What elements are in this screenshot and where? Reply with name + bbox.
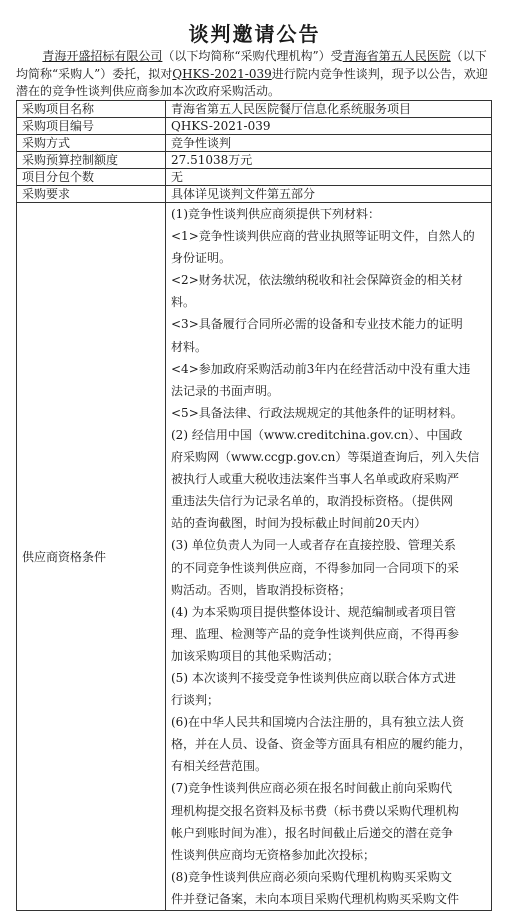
intro-paragraph (16, 48, 494, 101)
qualification-row (17, 203, 492, 911)
qualification-line: 身份证明。 (171, 251, 232, 266)
qualification-line: (6)在中华人民共和国境内合法注册的，具有独立法人资 (171, 715, 465, 730)
intro-text-2: （以下均简称“采购人”）委托，拟对 (16, 49, 487, 81)
qualification-line: 料。 (171, 295, 196, 310)
qualification-content (166, 203, 492, 911)
purchaser-name: 青海省第五人民医院 (342, 49, 451, 63)
qualification-line: (2) 经信用中国（www.creditchina.gov.cn）、中国政 (171, 427, 463, 442)
qualification-line: 理机构提交报名资料及标书费（标书费以采购代理机构 (171, 803, 460, 818)
qualification-line: 性谈判供应商均无资格参加此次投标； (171, 847, 376, 862)
table-row (17, 152, 492, 169)
project-code: QHKS-2021-039 (172, 66, 272, 81)
qualification-line: 格，并在人员、设备、资金等方面具有相应的履约能力， (171, 737, 472, 752)
qualification-line: 购活动。否则，皆取消投标资格； (171, 582, 352, 597)
row-label: 采购要求 (17, 186, 166, 203)
qualification-line: <5>具备法律、行政法规规定的其他条件的证明材料。 (171, 405, 463, 420)
qualification-line: 有相关经营范围。 (171, 759, 268, 774)
row-label: 项目分包个数 (17, 169, 166, 186)
intro-text-3: 进行院内竞争性谈判，现予以公告，欢迎潜在的竞争性谈判供应商参加本次政府采购活动。 (16, 66, 488, 98)
procurement-info-table (16, 100, 492, 911)
qualification-line: 府采购网（www.ccgp.gov.cn）等渠道查询后，列入失信 (171, 450, 480, 465)
table-row (17, 135, 492, 152)
qualification-line: 加该采购项目的其他采购活动； (171, 648, 340, 663)
row-value: 具体详见谈判文件第五部分 (166, 186, 492, 203)
table-row (17, 118, 492, 135)
qualification-line: (8)竞争性谈判供应商必须向采购代理机构购买采购文 (171, 869, 453, 884)
qualification-label: 供应商资格条件 (17, 203, 166, 911)
qualification-line: <4>参加政府采购活动前3年内在经营活动中没有重大违 (171, 361, 471, 376)
row-value: 青海省第五人民医院餐厅信息化系统服务项目 (166, 101, 492, 118)
qualification-line: <1>竞争性谈判供应商的营业执照等证明文件，自然人的 (171, 229, 475, 244)
qualification-line: (7)竞争性谈判供应商必须在报名时间截止前向采购代 (171, 781, 453, 796)
table-row (17, 186, 492, 203)
table-row (17, 101, 492, 118)
qualification-line: 的不同竞争性谈判供应商，不得参加同一合同项下的采 (171, 560, 460, 575)
row-value: 竞争性谈判 (166, 135, 492, 152)
qualification-line: 帐户到账时间为准），报名时间截止后递交的潜在竞争 (171, 825, 454, 840)
qualification-line: 站的查询截图，时间为投标截止时间前20天内） (171, 516, 427, 531)
row-label: 采购项目名称 (17, 101, 166, 118)
qualification-line: (1)竞争性谈判供应商须提供下列材料： (171, 207, 380, 221)
qualification-line: (4) 为本采购项目提供整体设计、规范编制或者项目管 (171, 604, 456, 619)
qualification-line: 重违法失信行为记录名单的，取消投标资格。（提供网 (171, 494, 454, 509)
agency-name: 青海开盛招标有限公司 (42, 49, 163, 63)
qualification-line: 材料。 (171, 339, 208, 354)
qualification-line: 件并登记备案，未向本项目采购代理机构购买采购文件 (171, 891, 460, 906)
qualification-line: 法记录的书面声明。 (171, 383, 280, 398)
qualification-line: <2>财务状况，依法缴纳税收和社会保障资金的相关材 (171, 273, 463, 288)
qualification-line: 被执行人或重大税收违法案件当事人名单或政府采购严 (171, 472, 460, 487)
row-value: 27.51038万元 (166, 152, 492, 169)
qualification-line: 行谈判； (171, 693, 220, 708)
row-value: 无 (166, 169, 492, 186)
qualification-line: <3>具备履行合同所必需的设备和专业技术能力的证明 (171, 317, 463, 332)
qualification-line: 理、监理、检测等产品的竞争性谈判供应商，不得再参 (171, 626, 460, 641)
intro-text-1: （以下均简称“采购代理机构”）受 (162, 49, 343, 63)
row-value: QHKS-2021-039 (166, 118, 492, 135)
qualification-line: (5) 本次谈判不接受竞争性谈判供应商以联合体方式进 (171, 670, 456, 685)
qualification-line: (3) 单位负责人为同一人或者存在直接控股、管理关系 (171, 538, 456, 553)
table-row (17, 169, 492, 186)
row-label: 采购项目编号 (17, 118, 166, 135)
row-label: 采购方式 (17, 135, 166, 152)
document-title: 谈判邀请公告 (188, 22, 321, 46)
row-label: 采购预算控制额度 (17, 152, 166, 169)
